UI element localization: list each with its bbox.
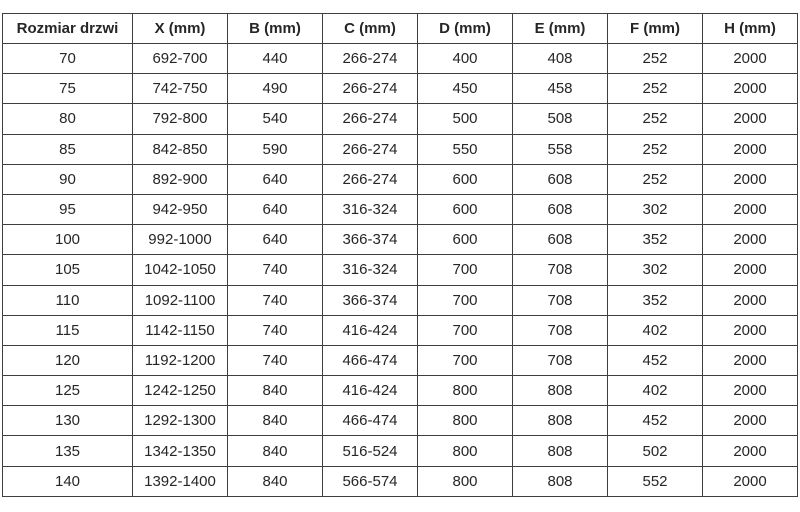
table-cell: 352 [608, 285, 703, 315]
table-row [3, 315, 798, 345]
table-cell: 708 [513, 285, 608, 315]
table-cell: 840 [228, 436, 323, 466]
table-cell: 85 [3, 134, 133, 164]
table-cell: 992-1000 [133, 225, 228, 255]
table-cell: 700 [418, 255, 513, 285]
column-header: H (mm) [703, 14, 798, 44]
table-cell: 2000 [703, 255, 798, 285]
table-cell: 2000 [703, 345, 798, 375]
table-head [3, 14, 798, 44]
table-cell: 800 [418, 436, 513, 466]
table-cell: 466-474 [323, 406, 418, 436]
table-cell: 416-424 [323, 315, 418, 345]
table-cell: 2000 [703, 164, 798, 194]
table-cell: 402 [608, 376, 703, 406]
table-row [3, 406, 798, 436]
table-cell: 266-274 [323, 164, 418, 194]
column-header: Rozmiar drzwi [3, 14, 133, 44]
table-cell: 740 [228, 285, 323, 315]
table-cell: 266-274 [323, 104, 418, 134]
table-cell: 466-474 [323, 345, 418, 375]
column-header: B (mm) [228, 14, 323, 44]
table-cell: 266-274 [323, 74, 418, 104]
table-cell: 80 [3, 104, 133, 134]
table-row [3, 74, 798, 104]
table-cell: 302 [608, 255, 703, 285]
table-cell: 115 [3, 315, 133, 345]
table-row [3, 436, 798, 466]
table-cell: 700 [418, 285, 513, 315]
table-cell: 1042-1050 [133, 255, 228, 285]
table-cell: 1242-1250 [133, 376, 228, 406]
table-cell: 600 [418, 194, 513, 224]
table-cell: 600 [418, 164, 513, 194]
table-cell: 1192-1200 [133, 345, 228, 375]
table-cell: 95 [3, 194, 133, 224]
table-cell: 942-950 [133, 194, 228, 224]
table-cell: 640 [228, 194, 323, 224]
table-cell: 600 [418, 225, 513, 255]
table-cell: 558 [513, 134, 608, 164]
table-cell: 508 [513, 104, 608, 134]
table-cell: 252 [608, 74, 703, 104]
table-cell: 352 [608, 225, 703, 255]
table-cell: 640 [228, 225, 323, 255]
table-cell: 740 [228, 315, 323, 345]
table-cell: 2000 [703, 134, 798, 164]
table-cell: 608 [513, 194, 608, 224]
header-row [3, 14, 798, 44]
table-cell: 2000 [703, 376, 798, 406]
table-cell: 608 [513, 164, 608, 194]
table-cell: 2000 [703, 74, 798, 104]
table-row [3, 44, 798, 74]
table-cell: 700 [418, 345, 513, 375]
table-cell: 458 [513, 74, 608, 104]
table-cell: 2000 [703, 406, 798, 436]
table-cell: 452 [608, 406, 703, 436]
table-cell: 408 [513, 44, 608, 74]
table-row [3, 285, 798, 315]
table-cell: 808 [513, 466, 608, 496]
table-cell: 1292-1300 [133, 406, 228, 436]
table-cell: 266-274 [323, 44, 418, 74]
table-cell: 252 [608, 104, 703, 134]
table-cell: 110 [3, 285, 133, 315]
table-cell: 708 [513, 315, 608, 345]
table-row [3, 104, 798, 134]
table-cell: 1392-1400 [133, 466, 228, 496]
table-cell: 700 [418, 315, 513, 345]
table-cell: 252 [608, 164, 703, 194]
table-cell: 608 [513, 225, 608, 255]
table-cell: 2000 [703, 466, 798, 496]
table-cell: 490 [228, 74, 323, 104]
table-cell: 105 [3, 255, 133, 285]
door-size-table [2, 13, 798, 497]
table-cell: 140 [3, 466, 133, 496]
table-row [3, 466, 798, 496]
table-row [3, 164, 798, 194]
table-cell: 500 [418, 104, 513, 134]
table-cell: 366-374 [323, 285, 418, 315]
table-cell: 316-324 [323, 194, 418, 224]
table-row [3, 225, 798, 255]
table-body [3, 44, 798, 497]
table-cell: 252 [608, 44, 703, 74]
column-header: X (mm) [133, 14, 228, 44]
table-cell: 808 [513, 436, 608, 466]
table-cell: 800 [418, 466, 513, 496]
table-row [3, 255, 798, 285]
table-cell: 590 [228, 134, 323, 164]
table-cell: 130 [3, 406, 133, 436]
table-row [3, 345, 798, 375]
table-row [3, 134, 798, 164]
table-cell: 740 [228, 345, 323, 375]
table-cell: 2000 [703, 194, 798, 224]
table-cell: 550 [418, 134, 513, 164]
table-cell: 440 [228, 44, 323, 74]
table-cell: 1342-1350 [133, 436, 228, 466]
table-cell: 2000 [703, 436, 798, 466]
table-cell: 402 [608, 315, 703, 345]
table-cell: 75 [3, 74, 133, 104]
table-cell: 100 [3, 225, 133, 255]
table-cell: 450 [418, 74, 513, 104]
table-cell: 2000 [703, 225, 798, 255]
table-cell: 808 [513, 406, 608, 436]
table-cell: 70 [3, 44, 133, 74]
table-cell: 692-700 [133, 44, 228, 74]
table-cell: 400 [418, 44, 513, 74]
column-header: F (mm) [608, 14, 703, 44]
column-header: C (mm) [323, 14, 418, 44]
table-cell: 502 [608, 436, 703, 466]
table-cell: 800 [418, 406, 513, 436]
table-cell: 566-574 [323, 466, 418, 496]
table-cell: 416-424 [323, 376, 418, 406]
table-cell: 120 [3, 345, 133, 375]
table-cell: 640 [228, 164, 323, 194]
table-cell: 135 [3, 436, 133, 466]
column-header: E (mm) [513, 14, 608, 44]
table-cell: 742-750 [133, 74, 228, 104]
column-header: D (mm) [418, 14, 513, 44]
table-cell: 840 [228, 406, 323, 436]
table-cell: 125 [3, 376, 133, 406]
table-cell: 90 [3, 164, 133, 194]
table-cell: 792-800 [133, 104, 228, 134]
table-cell: 266-274 [323, 134, 418, 164]
table-row [3, 376, 798, 406]
table-cell: 1142-1150 [133, 315, 228, 345]
table-cell: 708 [513, 255, 608, 285]
table-cell: 1092-1100 [133, 285, 228, 315]
table-row [3, 194, 798, 224]
table-cell: 708 [513, 345, 608, 375]
table-cell: 740 [228, 255, 323, 285]
table-cell: 252 [608, 134, 703, 164]
table-cell: 892-900 [133, 164, 228, 194]
table-cell: 2000 [703, 104, 798, 134]
table-cell: 840 [228, 376, 323, 406]
table-cell: 2000 [703, 315, 798, 345]
table-cell: 2000 [703, 285, 798, 315]
table-cell: 316-324 [323, 255, 418, 285]
table-cell: 366-374 [323, 225, 418, 255]
table-cell: 540 [228, 104, 323, 134]
table-cell: 842-850 [133, 134, 228, 164]
table-cell: 516-524 [323, 436, 418, 466]
table-cell: 552 [608, 466, 703, 496]
table-cell: 452 [608, 345, 703, 375]
table-cell: 2000 [703, 44, 798, 74]
table-cell: 302 [608, 194, 703, 224]
table-cell: 808 [513, 376, 608, 406]
table-cell: 840 [228, 466, 323, 496]
table-cell: 800 [418, 376, 513, 406]
